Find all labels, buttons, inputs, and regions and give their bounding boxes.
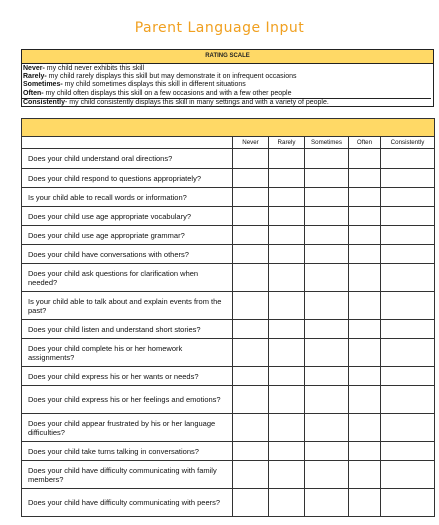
rating-cell-often[interactable] bbox=[349, 339, 381, 367]
rating-cell-consistently[interactable] bbox=[381, 386, 435, 414]
table-row bbox=[22, 188, 435, 207]
table-row bbox=[22, 442, 435, 461]
column-header-often: Often bbox=[349, 137, 381, 149]
rating-cell-sometimes[interactable] bbox=[305, 320, 349, 339]
rating-cell-often[interactable] bbox=[349, 264, 381, 292]
column-header-sometimes: Sometimes bbox=[305, 137, 349, 149]
question-text: Does your child ask questions for clarification when needed? bbox=[22, 264, 233, 292]
rating-cell-often[interactable] bbox=[349, 461, 381, 489]
rating-consistently: Consistently- my child consistently displays this skill in many settings and with a variety of people. bbox=[22, 98, 431, 107]
column-header-row bbox=[22, 137, 435, 149]
rating-cell-consistently[interactable] bbox=[381, 292, 435, 320]
rating-cell-never[interactable] bbox=[233, 245, 269, 264]
rating-cell-consistently[interactable] bbox=[381, 367, 435, 386]
rating-cell-often[interactable] bbox=[349, 414, 381, 442]
rating-cell-never[interactable] bbox=[233, 442, 269, 461]
rating-cell-never[interactable] bbox=[233, 226, 269, 245]
rating-cell-rarely[interactable] bbox=[269, 188, 305, 207]
question-text: Does your child complete his or her homework assignments? bbox=[22, 339, 233, 367]
rating-cell-sometimes[interactable] bbox=[305, 264, 349, 292]
questionnaire-table bbox=[21, 118, 435, 517]
rating-scale-definitions bbox=[22, 64, 433, 107]
table-row bbox=[22, 339, 435, 367]
rating-cell-rarely[interactable] bbox=[269, 489, 305, 517]
rating-cell-sometimes[interactable] bbox=[305, 245, 349, 264]
column-header-never: Never bbox=[233, 137, 269, 149]
rating-rarely: Rarely- my child rarely displays this skill but may demonstrate it on infrequent occasions bbox=[23, 73, 297, 81]
rating-cell-sometimes[interactable] bbox=[305, 386, 349, 414]
table-row bbox=[22, 461, 435, 489]
rating-cell-consistently[interactable] bbox=[381, 414, 435, 442]
rating-cell-consistently[interactable] bbox=[381, 320, 435, 339]
rating-cell-rarely[interactable] bbox=[269, 367, 305, 386]
question-text: Does your child use age appropriate vocabulary? bbox=[22, 207, 233, 226]
question-text: Does your child have difficulty communicating with peers? bbox=[22, 489, 233, 517]
rating-cell-consistently[interactable] bbox=[381, 339, 435, 367]
rating-cell-sometimes[interactable] bbox=[305, 414, 349, 442]
rating-cell-often[interactable] bbox=[349, 207, 381, 226]
rating-cell-sometimes[interactable] bbox=[305, 292, 349, 320]
question-text: Is your child able to recall words or information? bbox=[22, 188, 233, 207]
rating-cell-often[interactable] bbox=[349, 169, 381, 188]
rating-cell-often[interactable] bbox=[349, 226, 381, 245]
question-text: Does your child take turns talking in conversations? bbox=[22, 442, 233, 461]
question-text: Does your child listen and understand short stories? bbox=[22, 320, 233, 339]
table-header-band bbox=[22, 119, 435, 137]
rating-cell-rarely[interactable] bbox=[269, 320, 305, 339]
column-header-question bbox=[22, 137, 233, 149]
rating-cell-sometimes[interactable] bbox=[305, 339, 349, 367]
rating-cell-rarely[interactable] bbox=[269, 149, 305, 169]
table-row bbox=[22, 149, 435, 169]
rating-cell-often[interactable] bbox=[349, 245, 381, 264]
table-row bbox=[22, 386, 435, 414]
page-title: Parent Language Input bbox=[134, 20, 305, 36]
question-text: Does your child have conversations with others? bbox=[22, 245, 233, 264]
rating-cell-never[interactable] bbox=[233, 367, 269, 386]
table-row bbox=[22, 226, 435, 245]
rating-cell-rarely[interactable] bbox=[269, 461, 305, 489]
table-row bbox=[22, 414, 435, 442]
rating-cell-consistently[interactable] bbox=[381, 245, 435, 264]
rating-cell-sometimes[interactable] bbox=[305, 149, 349, 169]
rating-cell-never[interactable] bbox=[233, 320, 269, 339]
rating-cell-never[interactable] bbox=[233, 489, 269, 517]
table-row bbox=[22, 292, 435, 320]
table-row bbox=[22, 489, 435, 517]
question-text: Does your child use age appropriate grammar? bbox=[22, 226, 233, 245]
rating-cell-rarely[interactable] bbox=[269, 442, 305, 461]
rating-often: Often- my child often displays this skill on a few occasions and with a few other people bbox=[23, 89, 292, 97]
rating-cell-never[interactable] bbox=[233, 188, 269, 207]
question-text: Does your child express his or her feelings and emotions? bbox=[22, 386, 233, 414]
rating-cell-never[interactable] bbox=[233, 414, 269, 442]
rating-cell-often[interactable] bbox=[349, 367, 381, 386]
rating-cell-never[interactable] bbox=[233, 264, 269, 292]
rating-cell-sometimes[interactable] bbox=[305, 489, 349, 517]
rating-cell-never[interactable] bbox=[233, 169, 269, 188]
rating-never: Never- my child never exhibits this skill bbox=[23, 65, 144, 72]
rating-cell-consistently[interactable] bbox=[381, 442, 435, 461]
rating-scale-box bbox=[21, 49, 434, 107]
column-header-rarely: Rarely bbox=[269, 137, 305, 149]
table-row bbox=[22, 245, 435, 264]
rating-cell-never[interactable] bbox=[233, 461, 269, 489]
table-row bbox=[22, 169, 435, 188]
column-header-consistently: Consistently bbox=[381, 137, 435, 149]
table-row bbox=[22, 320, 435, 339]
rating-cell-rarely[interactable] bbox=[269, 245, 305, 264]
table-row bbox=[22, 264, 435, 292]
table-row bbox=[22, 207, 435, 226]
rating-cell-never[interactable] bbox=[233, 386, 269, 414]
question-text: Does your child appear frustrated by his or her language difficulties? bbox=[22, 414, 233, 442]
rating-cell-sometimes[interactable] bbox=[305, 188, 349, 207]
question-text: Does your child have difficulty communicating with family members? bbox=[22, 461, 233, 489]
rating-cell-never[interactable] bbox=[233, 292, 269, 320]
rating-cell-often[interactable] bbox=[349, 149, 381, 169]
rating-cell-rarely[interactable] bbox=[269, 414, 305, 442]
rating-cell-often[interactable] bbox=[349, 320, 381, 339]
question-text: Is your child able to talk about and explain events from the past? bbox=[22, 292, 233, 320]
rating-cell-rarely[interactable] bbox=[269, 292, 305, 320]
rating-cell-often[interactable] bbox=[349, 386, 381, 414]
rating-cell-consistently[interactable] bbox=[381, 207, 435, 226]
rating-cell-rarely[interactable] bbox=[269, 264, 305, 292]
rating-cell-sometimes[interactable] bbox=[305, 461, 349, 489]
rating-cell-consistently[interactable] bbox=[381, 264, 435, 292]
rating-cell-sometimes[interactable] bbox=[305, 442, 349, 461]
rating-cell-consistently[interactable] bbox=[381, 169, 435, 188]
rating-cell-consistently[interactable] bbox=[381, 489, 435, 517]
rating-cell-sometimes[interactable] bbox=[305, 226, 349, 245]
question-text: Does your child respond to questions appropriately? bbox=[22, 169, 233, 188]
rating-cell-consistently[interactable] bbox=[381, 188, 435, 207]
question-text: Does your child understand oral directions? bbox=[22, 149, 233, 169]
rating-cell-rarely[interactable] bbox=[269, 339, 305, 367]
rating-cell-never[interactable] bbox=[233, 149, 269, 169]
rating-cell-rarely[interactable] bbox=[269, 226, 305, 245]
rating-cell-often[interactable] bbox=[349, 188, 381, 207]
table-row bbox=[22, 367, 435, 386]
rating-cell-consistently[interactable] bbox=[381, 226, 435, 245]
rating-sometimes: Sometimes- my child sometimes displays this skill in different situations bbox=[23, 81, 246, 89]
question-text: Does your child express his or her wants or needs? bbox=[22, 367, 233, 386]
rating-cell-rarely[interactable] bbox=[269, 207, 305, 226]
rating-cell-consistently[interactable] bbox=[381, 149, 435, 169]
rating-scale-heading: RATING SCALE bbox=[22, 50, 433, 64]
rating-cell-sometimes[interactable] bbox=[305, 207, 349, 226]
rating-cell-often[interactable] bbox=[349, 442, 381, 461]
rating-cell-never[interactable] bbox=[233, 339, 269, 367]
rating-cell-rarely[interactable] bbox=[269, 169, 305, 188]
rating-cell-sometimes[interactable] bbox=[305, 169, 349, 188]
rating-cell-often[interactable] bbox=[349, 292, 381, 320]
rating-cell-consistently[interactable] bbox=[381, 461, 435, 489]
rating-cell-rarely[interactable] bbox=[269, 386, 305, 414]
rating-cell-often[interactable] bbox=[349, 489, 381, 517]
rating-cell-sometimes[interactable] bbox=[305, 367, 349, 386]
rating-cell-never[interactable] bbox=[233, 207, 269, 226]
